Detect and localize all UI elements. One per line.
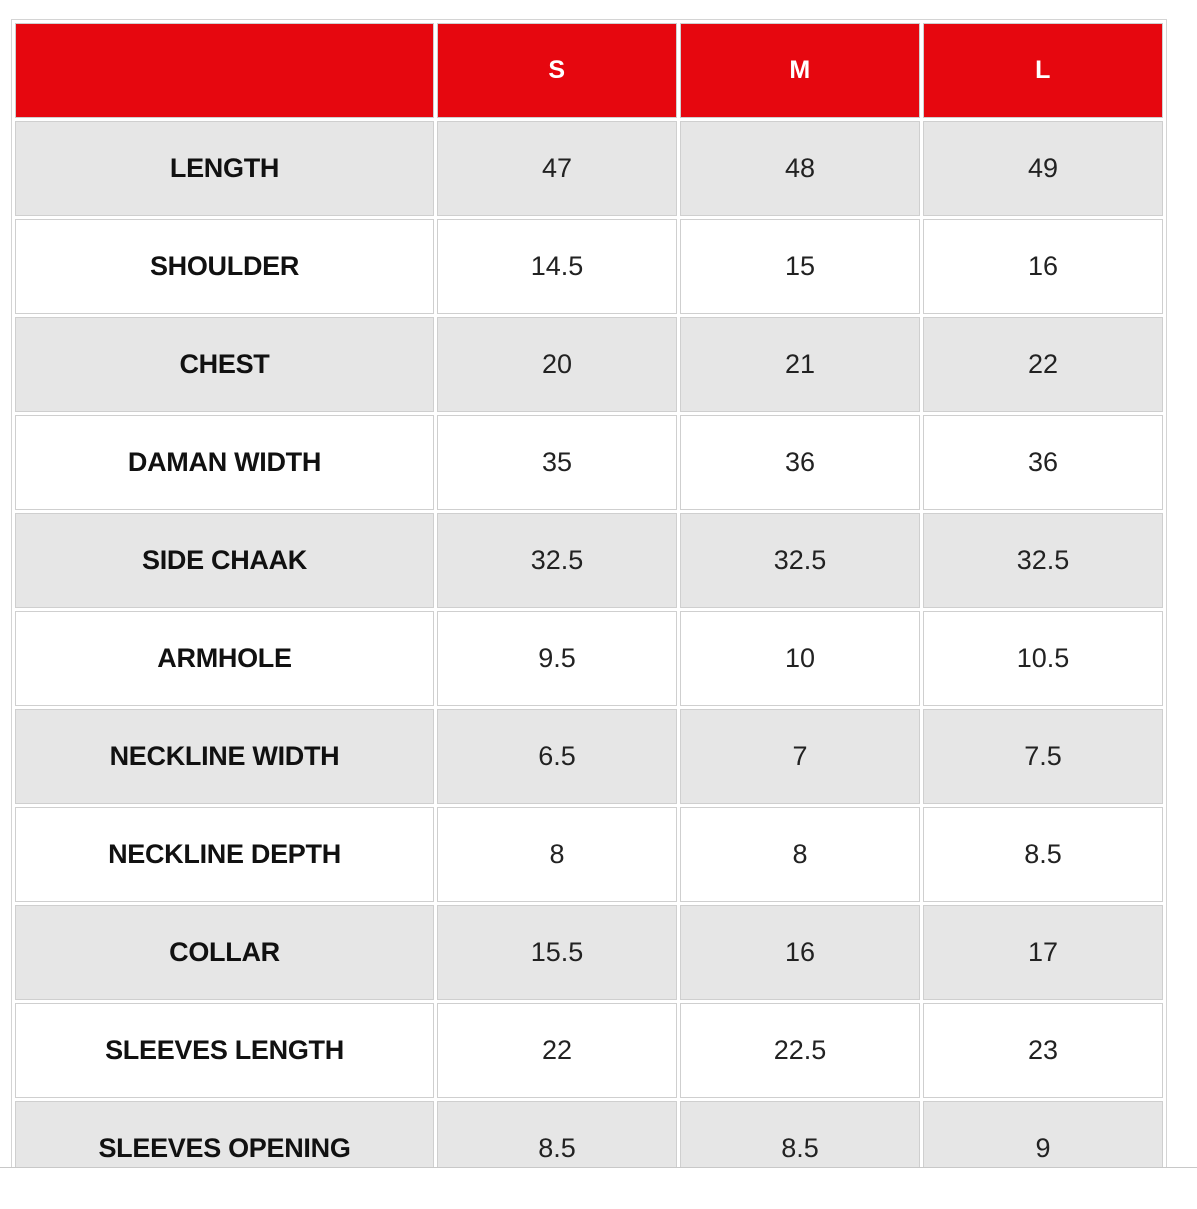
row-label: SLEEVES LENGTH [15,1003,434,1098]
table-row [15,905,1163,1000]
value-cell-l: 16 [923,219,1163,314]
table-row [15,317,1163,412]
value-cell-s: 47 [437,121,677,216]
table-row [15,1003,1163,1098]
row-label: LENGTH [15,121,434,216]
value-cell-m: 36 [680,415,920,510]
table-row [15,219,1163,314]
value-cell-s: 35 [437,415,677,510]
value-cell-m: 8 [680,807,920,902]
value-cell-l: 9 [923,1101,1163,1168]
row-label: NECKLINE WIDTH [15,709,434,804]
row-label: COLLAR [15,905,434,1000]
value-cell-m: 21 [680,317,920,412]
value-cell-s: 15.5 [437,905,677,1000]
value-cell-l: 7.5 [923,709,1163,804]
value-cell-l: 10.5 [923,611,1163,706]
table-row [15,415,1163,510]
row-label: CHEST [15,317,434,412]
value-cell-s: 9.5 [437,611,677,706]
value-cell-m: 22.5 [680,1003,920,1098]
header-cell-blank [15,23,434,118]
value-cell-m: 15 [680,219,920,314]
header-cell-size-m: M [680,23,920,118]
table-row [15,709,1163,804]
value-cell-l: 22 [923,317,1163,412]
value-cell-l: 23 [923,1003,1163,1098]
header-cell-size-l: L [923,23,1163,118]
row-label: SLEEVES OPENING [15,1101,434,1168]
value-cell-m: 16 [680,905,920,1000]
value-cell-s: 22 [437,1003,677,1098]
value-cell-l: 8.5 [923,807,1163,902]
table-row [15,513,1163,608]
value-cell-s: 32.5 [437,513,677,608]
value-cell-s: 8.5 [437,1101,677,1168]
value-cell-s: 20 [437,317,677,412]
value-cell-m: 8.5 [680,1101,920,1168]
value-cell-m: 10 [680,611,920,706]
table-row [15,121,1163,216]
value-cell-l: 32.5 [923,513,1163,608]
value-cell-m: 32.5 [680,513,920,608]
value-cell-s: 14.5 [437,219,677,314]
value-cell-m: 7 [680,709,920,804]
value-cell-l: 17 [923,905,1163,1000]
row-label: NECKLINE DEPTH [15,807,434,902]
table-row [15,807,1163,902]
value-cell-s: 8 [437,807,677,902]
row-label: DAMAN WIDTH [15,415,434,510]
row-label: SHOULDER [15,219,434,314]
table-row [15,1101,1163,1168]
header-row [15,23,1163,118]
row-label: SIDE CHAAK [15,513,434,608]
table-row [15,611,1163,706]
size-chart-table [12,20,1166,1168]
row-label: ARMHOLE [15,611,434,706]
value-cell-m: 48 [680,121,920,216]
value-cell-l: 36 [923,415,1163,510]
header-cell-size-s: S [437,23,677,118]
value-cell-s: 6.5 [437,709,677,804]
value-cell-l: 49 [923,121,1163,216]
